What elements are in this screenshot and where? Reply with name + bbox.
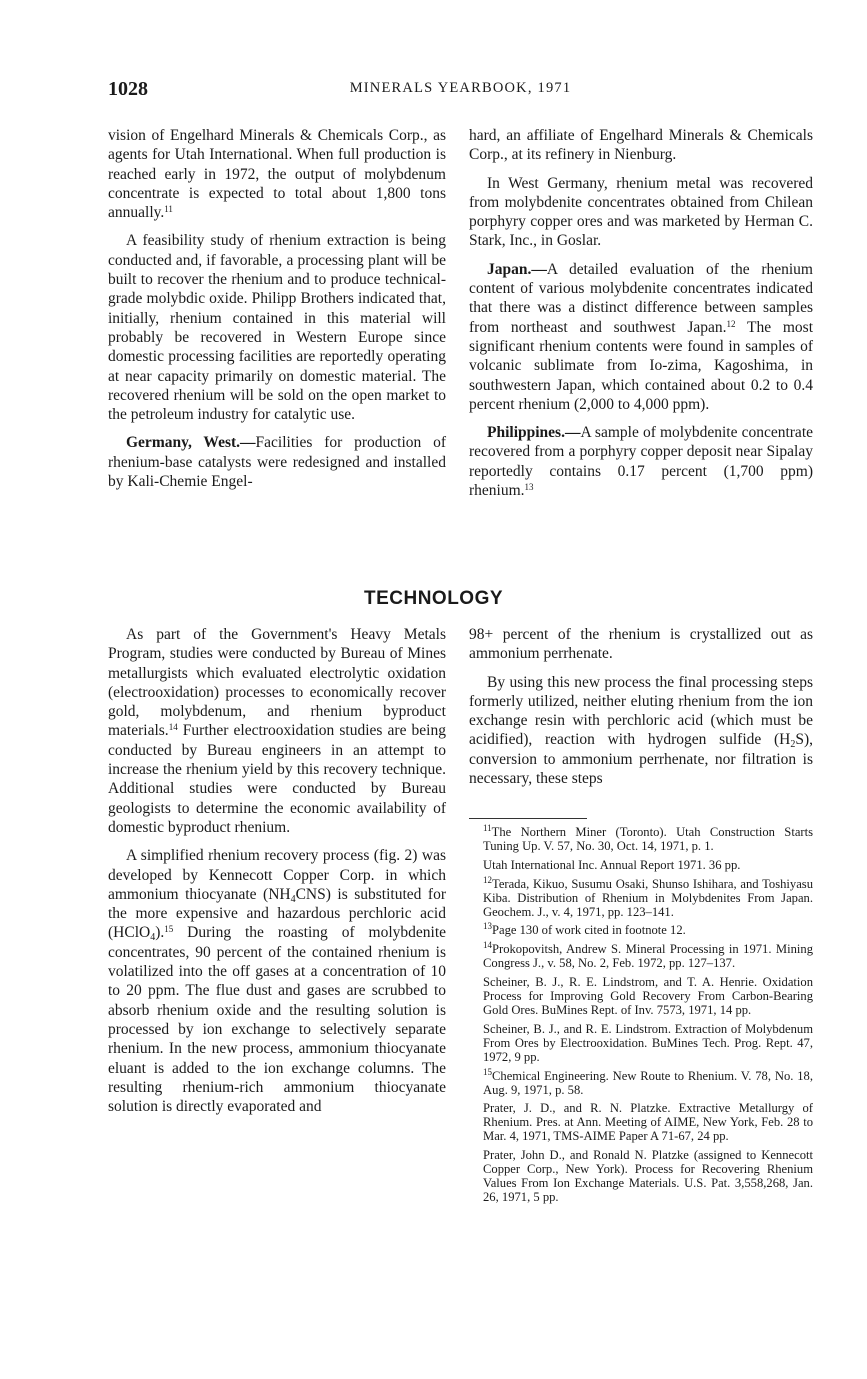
footnote	[469, 1066, 813, 1098]
footnote-text: Terada, Kikuo, Susumu Osaki, Shunso Ishihara, and Toshiyasu Kiba. Distribution of Rhenium in Molybdenites From Japan. Geochem. J., v. 4, 1971, pp. 123–141.	[483, 876, 813, 919]
running-title: MINERALS YEARBOOK, 1971	[349, 80, 572, 96]
subscript: 4	[290, 893, 296, 905]
footnote-text: The Northern Miner (Toronto). Utah Construction Starts Tuning Up. V. 57, No. 30, Oct. 14, 1971, p. 1.	[483, 825, 813, 853]
paragraph-text: A sample of molybdenite concentrate recovered from a porphyry copper deposit near Sipalay reportedly contains 0.17 percent (1,700 ppm) rhenium.	[469, 424, 813, 500]
country-heading: Philippines.—	[487, 424, 581, 442]
section-heading: TECHNOLOGY	[363, 588, 504, 609]
footnote-text: Prater, J. D., and R. N. Platzke. Extractive Metallurgy of Rhenium. Pres. at Ann. Meeting of AIME, New York, Feb. 28 to Mar. 4, 1971, TMS-AIME Paper A 71-67, 24 pp.	[483, 1101, 813, 1144]
footnote-ref: 11	[164, 204, 173, 215]
paragraph: A feasibility study of rhenium extraction is being conducted and, if favorable, a processing plant will be built to recover the rhenium and to produce technical-grade molybdic oxide. Philipp Brothers indicated that, initially, rhenium contained in this material will probably be recovered in Western Europe since domestic processing facilities are reportedly operating at near capacity primarily on domestic material. The recovered rhenium will be sold on the open market to the petroleum industry for catalytic use.	[108, 232, 446, 424]
paragraph-text: Facilities for production of rhenium-base catalysts were redesigned and installed by Kali-Chemie Engel-	[108, 434, 447, 491]
footnote	[469, 940, 813, 971]
footnote-ref: 14	[168, 722, 178, 733]
paragraph	[108, 846, 446, 1116]
paragraph	[469, 423, 813, 500]
footnote	[469, 823, 813, 854]
paragraph-text: During the roasting of molybdenite concentrates, 90 percent of the contained rhenium is volatilized into the off gases at a concentration of 10 to 20 ppm. The flue dust and gases are scrubbed to absorb rhenium oxide and the resulting solution is processed by ion exchange to selectively separate rhenium. In the new process, ammonium thiocyanate eluant is added to the ion exchange columns. The resulting rhenium-rich ammonium thiocyanate solution is directly evaporated and	[108, 924, 447, 1116]
footnote-number: 15	[483, 1066, 492, 1077]
country-heading: Japan.—	[487, 260, 547, 278]
technology-right-column	[469, 625, 813, 797]
paragraph	[108, 625, 446, 837]
footnote-text: Prokopovitsh, Andrew S. Mineral Processing in 1971. Mining Congress J., v. 58, No. 2, Feb. 1972, pp. 127–137.	[483, 942, 813, 971]
subscript: 2	[790, 739, 796, 751]
footnote-divider	[469, 818, 587, 819]
paragraph	[108, 126, 446, 222]
subscript: 4	[150, 932, 156, 944]
footnote	[469, 921, 813, 938]
paragraph-text: The most significant rhenium contents were found in samples of volcanic sublimate from Io-zima, Kagoshima, in southwestern Japan, which contained about 0.2 to 0.4 percent rhenium (2,000 to 4,000 ppm).	[469, 318, 813, 413]
paragraph	[469, 260, 813, 414]
paragraph-text: A simplified rhenium recovery process (fig. 2) was developed by Kennecott Copper Corp. in which ammonium thiocyanate (NH	[108, 847, 446, 903]
footnote	[469, 1102, 813, 1144]
footnote	[469, 874, 813, 920]
footnote-number: 11	[483, 823, 492, 833]
footnote	[469, 1023, 813, 1065]
footnote-text: Page 130 of work cited in footnote 12.	[492, 923, 686, 938]
paragraph: hard, an affiliate of Engelhard Minerals & Chemicals Corp., at its refinery in Nienburg.	[469, 127, 813, 164]
paragraph	[108, 433, 446, 491]
technology-left-column	[108, 625, 446, 1125]
paragraph: 98+ percent of the rhenium is crystallized out as ammonium perrhenate.	[469, 626, 813, 663]
footnote-number: 12	[483, 874, 492, 885]
paragraph-text: ).	[155, 924, 165, 942]
paragraph-text: Further electrooxidation studies are being conducted by Bureau engineers in an attempt to increase the rhenium yield by this recovery technique. Additional studies were conducted by Bureau geologists to determine the economic availability of domestic byproduct rhenium.	[108, 722, 446, 836]
paragraph-text: vision of Engelhard Minerals & Chemicals Corp., as agents for Utah International. When full production is reached early in 1972, the output of molybdenum concentrate is expected to total about 1,800 tons annually.	[108, 127, 446, 222]
paragraph	[469, 673, 813, 789]
paragraph-text: S), conversion to ammonium perrhenate, nor filtration is necessary, these steps	[469, 731, 813, 788]
footnote	[469, 859, 813, 873]
footnote-text: Prater, John D., and Ronald N. Platzke (assigned to Kennecott Copper Corp., New York). Process for Recovering Rhenium Values From Ion Exchange Materials. U.S. Pat. 3,558,268, Jan. 26, 1971, 5 pp.	[483, 1148, 813, 1204]
paragraph-text: A detailed evaluation of the rhenium content of various molybdenite concentrates indicated that there was a distinct difference between samples from northeast and southwest Japan.	[469, 260, 813, 336]
footnote-ref: 12	[726, 318, 736, 329]
footnote	[469, 976, 813, 1018]
footnote-text: Scheiner, B. J., R. E. Lindstrom, and T. A. Henrie. Oxidation Process for Improving Gold Recovery From Carbon-Bearing Gold Ores. BuMines Rept. of Inv. 7573, 1971, 14 pp.	[483, 975, 813, 1017]
country-heading: Germany, West.—	[126, 434, 256, 452]
paragraph-text: By using this new process the final processing steps formerly utilized, neither eluting rhenium from the ion exchange resin with perchloric acid (which must be acidified), reaction with hydrogen sulfide (H	[469, 673, 813, 749]
paragraph: In West Germany, rhenium metal was recovered from molybdenite concentrates obtained from Chilean porphyry copper ores and was marketed by Herman C. Stark, Inc., in Goslar.	[469, 174, 813, 250]
footnote	[469, 1149, 813, 1205]
footnote-number: 13	[483, 921, 492, 932]
footnote-ref: 13	[524, 482, 534, 493]
paragraph-text: CNS) is substituted for the more expensive and hazardous perchloric acid (HClO	[108, 885, 446, 942]
page-number: 1028	[108, 78, 148, 100]
footnote-number: 14	[483, 940, 492, 951]
footnote-text: Utah International Inc. Annual Report 1971. 36 pp.	[483, 857, 741, 872]
footnote-text: Scheiner, B. J., and R. E. Lindstrom. Extraction of Molybdenum From Ores by Electrooxidation. BuMines Tech. Prog. Rept. 47, 1972, 9 pp.	[483, 1021, 813, 1064]
paragraph-text: As part of the Government's Heavy Metals Program, studies were conducted by Bureau of Mines metallurgists which evaluated electrolytic oxidation (electrooxidation) processes to economically recover gold, molybdenum, and rhenium byproduct materials.	[108, 626, 446, 740]
page-header	[108, 78, 813, 102]
left-column-top	[108, 126, 446, 500]
right-column-top	[469, 126, 813, 509]
footnote-ref: 15	[164, 924, 174, 935]
footnotes	[469, 823, 813, 1210]
footnote-text: Chemical Engineering. New Route to Rhenium. V. 78, No. 18, Aug. 9, 1971, p. 58.	[483, 1068, 813, 1097]
